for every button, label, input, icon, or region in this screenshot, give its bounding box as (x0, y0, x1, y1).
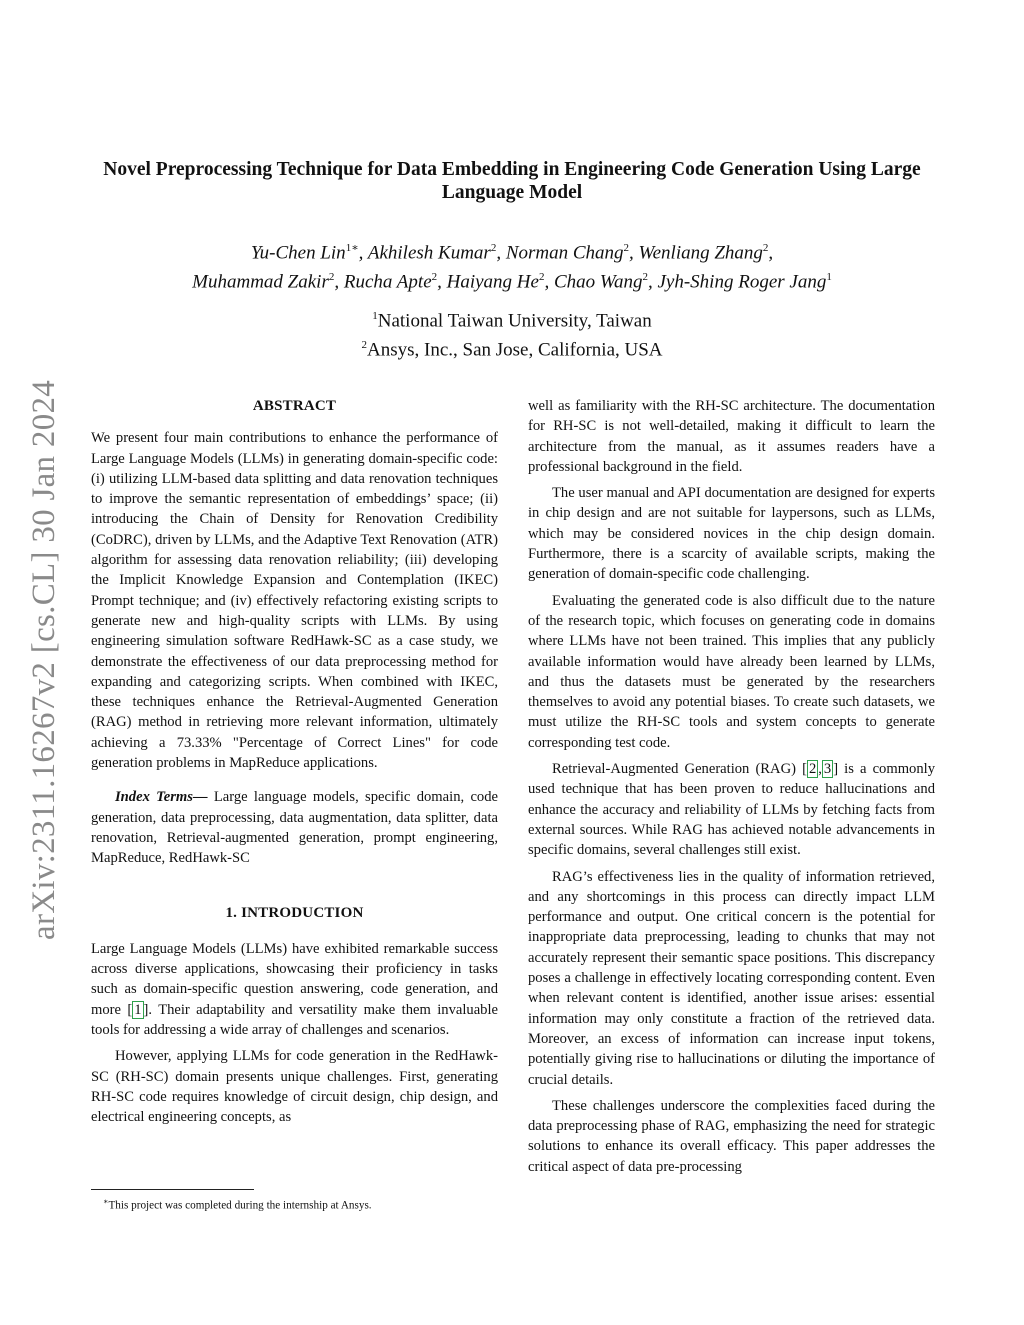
author-affil-mark: 2 (623, 242, 630, 254)
body-text: Retrieval-Augmented Generation (RAG) (552, 761, 803, 778)
body-paragraph-4: Retrieval-Augmented Generation (RAG) [ 2 , 3 ] is a commonly used technique that has been proven to reduce hallucinations and enhance the accuracy and reliability of LLMs by fetching facts from external sources. While RAG has achieved notable advancements in specific domains, several challenges still exist. (528, 761, 935, 859)
body-paragraph-2: The user manual and API documentation are designed for experts in chip design and are not suitable for laypersons, such as LLMs, which may be considered novices in the chip design domain. Furthermore, there is a scarcity of available scripts, making the generation of domain-specific code challenging. (528, 485, 935, 583)
author-line-2: Muhammad Zakir$^2$, Rucha Apte$^2$, Haiyang He$^2$, Chao Wang$^2$, Jyh-Shing Roger Jang$^1$ (192, 271, 832, 293)
citation-link[interactable]: 2 (808, 761, 817, 778)
arxiv-identifier-stamp: arXiv:2311.16267v2 [cs.CL] 30 Jan 2024 (26, 379, 62, 940)
affiliations (80, 304, 944, 363)
author-name: Chao Wang (553, 271, 643, 293)
body-paragraph-1: well as familiarity with the RH-SC architecture. The documentation for RH-SC is not well-detailed, making it difficult to learn the architecture from the manual, as it assumes readers have a professional background in the field. (528, 398, 935, 475)
author-affil-mark: 2 (538, 271, 545, 284)
affiliation-2 (80, 333, 944, 362)
paper-title: Novel Preprocessing Technique for Data Embedding in Engineering Code Generation Using Large Language Model (103, 159, 921, 203)
body-text: is a commonly used technique that has been proven to reduce hallucinations and enhance the accuracy and reliability of LLMs by fetching facts from external sources. While RAG has achieved notable advancements in specific domains, several challenges still exist. (528, 761, 935, 859)
author-name: Wenliang Zhang (638, 242, 763, 264)
introduction-heading: 1. INTRODUCTION (225, 904, 364, 921)
abstract-heading: ABSTRACT (252, 398, 337, 414)
intro-paragraph-1: Large Language Models (LLMs) have exhibited remarkable success across diverse applications, showcasing their proficiency in tasks such as domain-specific question answering, code generation, and more [ 1 ]. Their adaptability and versatility make them invaluable tools for addressing a wide array of challenges and scenarios. (91, 940, 498, 1039)
author-affil-mark: 2 (490, 242, 497, 254)
author-name: Akhilesh Kumar (367, 242, 491, 264)
author-list (80, 236, 944, 295)
footnote-divider (91, 1189, 254, 1190)
author-name: Jyh-Shing Roger Jang (657, 271, 827, 293)
index-terms (91, 787, 498, 868)
abstract-body: We present four main contributions to enhance the performance of Large Language Models (LLMs) in generating domain-specific code: (i) utilizing LLM-based data splitting and data renovation techniques to improve the semantic representation of embeddings’ space; (ii) introducing the Chain of Density for Renovation Credibility (CoDRC), driven by LLMs, and the Adaptive Text Renovation (ATR) algorithm for assessing data renovation reliability; (iii) developing the Implicit Knowledge Expansion and Contemplation (IKEC) Prompt technique; and (iv) effectively refactoring existing scripts to generate new and high-quality scripts with LLMs. By using engineering simulation software RedHawk-SC as a case study, we demonstrate the effectiveness of our data preprocessing method for expanding and categorizing scripts. When combined with IKEC, these techniques enhance the Retrieval-Augmented Generation (RAG) method in retrieving more relevant information, ultimately achieving a 73.33% "Percentage of Correct Lines" for code generation problems in MapReduce applications. (91, 430, 498, 772)
footnote-mark: ∗ (103, 1197, 109, 1206)
affiliation-1 (80, 304, 944, 333)
author-name: Yu-Chen Lin (250, 242, 346, 264)
affiliation-text: Ansys, Inc., San Jose, California, USA (366, 339, 663, 361)
intro-text: Large Language Models (LLMs) have exhibited remarkable success across diverse applications, showcasing their proficiency in tasks such as domain-specific question answering, code generation, and more (91, 940, 498, 1018)
affiliation-mark: 2 (361, 339, 367, 352)
affiliation-mark: 1 (372, 310, 378, 322)
intro-text: . Their adaptability and versatility make them invaluable tools for addressing a wide array of challenges and scenarios. (91, 1001, 498, 1039)
footnote-text: This project was completed during the internship at Ansys. (108, 1199, 372, 1212)
intro-paragraph-2: However, applying LLMs for code generation in the RedHawk-SC (RH-SC) domain presents unique challenges. First, generating RH-SC code requires knowledge of circuit design, chip design, and electrical engineering concepts, as (91, 1048, 498, 1126)
author-affil-mark: 2 (762, 242, 769, 254)
author-affil-mark: 2 (328, 271, 335, 284)
author-name: Norman Chang (505, 242, 624, 264)
author-name: Muhammad Zakir (192, 271, 329, 293)
author-line-1: Yu-Chen Lin$^{1∗}$, Akhilesh Kumar$^2$, Norman Chang$^2$, Wenliang Zhang$^2$, (250, 242, 774, 264)
index-terms-label: Index Terms— (115, 789, 208, 806)
author-affil-mark: 1 (826, 271, 832, 284)
citation-link[interactable]: 1 (134, 1001, 142, 1018)
index-terms-text: Large language models, specific domain, code generation, data preprocessing, data augmentation, data splitter, data renovation, Retrieval-augmented generation, prompt engineering, MapReduce, RedHawk-SC (91, 789, 498, 867)
left-column (91, 396, 498, 1128)
affiliation-text: National Taiwan University, Taiwan (377, 310, 652, 332)
footnote (103, 1195, 372, 1213)
author-affil-mark: 1∗ (345, 242, 359, 254)
body-paragraph-6: These challenges underscore the complexities faced during the data preprocessing phase of RAG, emphasizing the need for strategic solutions to enhance its overall efficacy. This paper addresses the critical aspect of data pre-processing (528, 1097, 935, 1175)
author-name: Rucha Apte (343, 271, 432, 293)
right-column (528, 396, 935, 1177)
author-name: Haiyang He (446, 271, 539, 293)
citation-link[interactable]: 3 (823, 761, 832, 778)
body-paragraph-5: RAG’s effectiveness lies in the quality of information retrieved, and any shortcomings in this process can directly impact LLM performance and output. One critical concern is the potential for inappropriate data preprocessing, leading to chunks that may not accurately represent their semantic space positions. This discrepancy poses a challenge in effectively locating corresponding content. Even when relevant content is identified, another issue arises: essential information may only constitute a fraction of the retrieved data. Moreover, an excess of information can increase input tokens, potentially giving rise to hallucinations or diluting the importance of crucial details. (528, 868, 935, 1088)
body-paragraph-3: Evaluating the generated code is also difficult due to the nature of the research topic, which focuses on generating code in domains where LLMs have not been trained. This implies that any publicly available information would have already been learned by LLMs, and thus the datasets must be generated by the researchers themselves to avoid any potential biases. To create such datasets, we must utilize the RH-SC tools and system concepts to generate corresponding test code. (528, 592, 935, 751)
author-affil-mark: 2 (431, 271, 438, 284)
author-affil-mark: 2 (642, 271, 648, 284)
